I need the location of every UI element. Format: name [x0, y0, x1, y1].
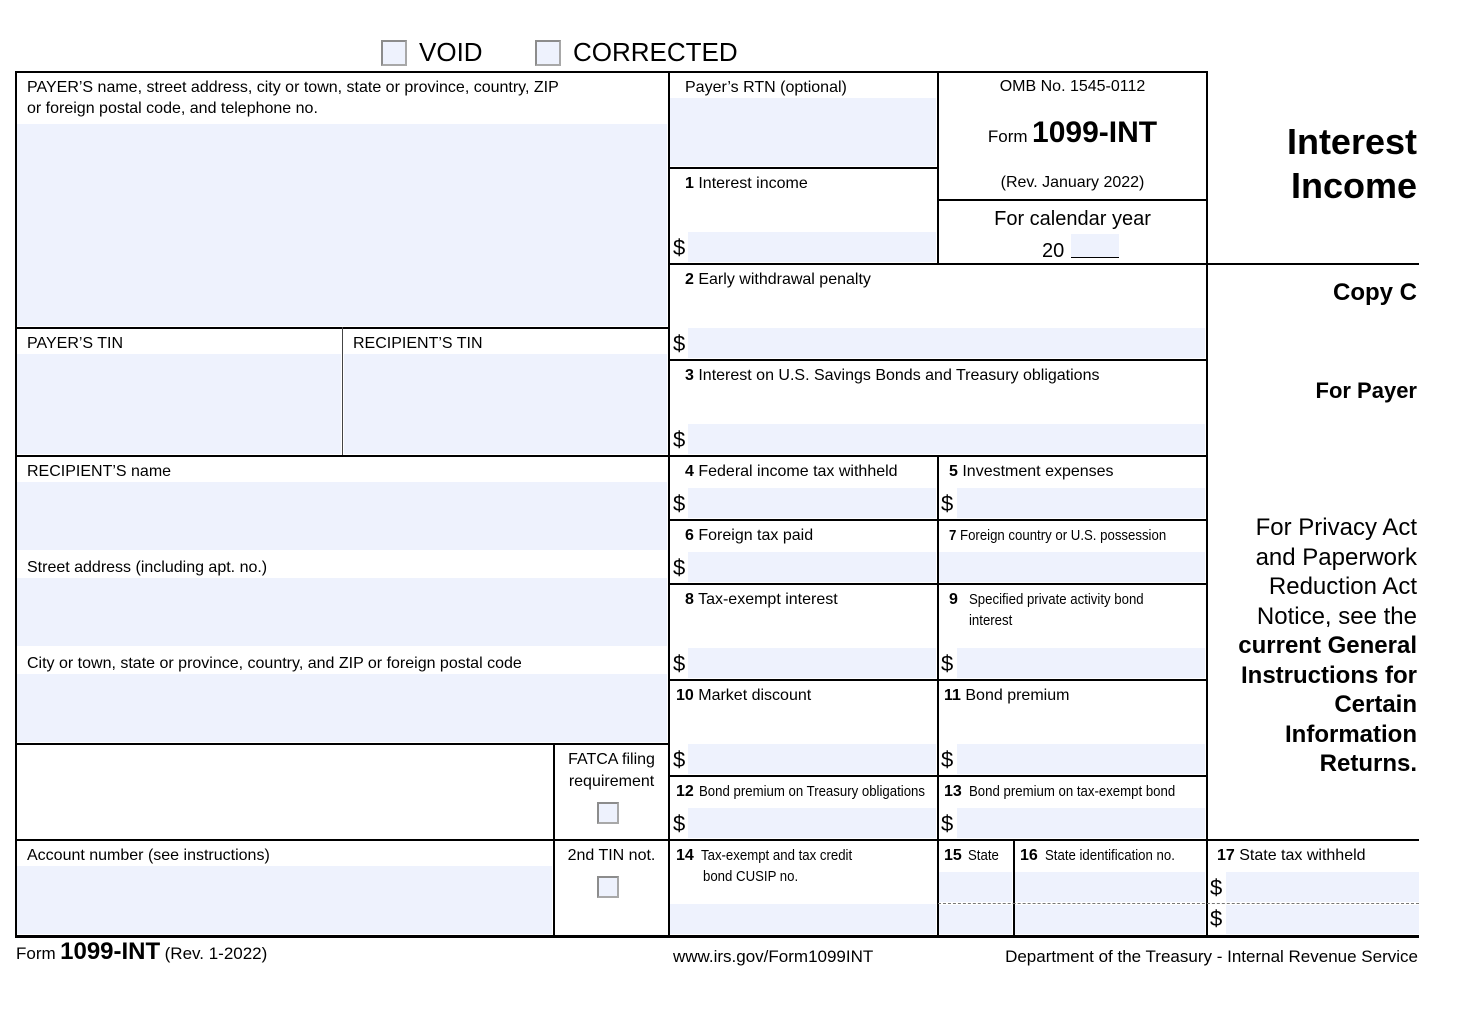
box6-label: 6 Foreign tax paid [685, 527, 814, 544]
box15-number: 15 [944, 847, 962, 864]
box7-foreign-country-field[interactable] [939, 552, 1205, 582]
box16-state-id-field-2[interactable] [1015, 905, 1205, 934]
box11-dollar-sign: $ [941, 747, 954, 772]
fatca-label-line1: FATCA filing [568, 751, 655, 768]
box17-state-tax-field-2[interactable] [1226, 905, 1419, 934]
city-state-zip-label: City or town, state or province, country, and ZIP or foreign postal code [27, 655, 522, 672]
box12-label: Bond premium on Treasury obligations [699, 783, 925, 800]
box10-dollar-sign: $ [673, 747, 686, 772]
payer-rtn-field[interactable] [670, 98, 936, 166]
box3-label: 3 Interest on U.S. Savings Bonds and Treasury obligations [685, 367, 1100, 384]
box5-dollar-sign: $ [941, 491, 954, 516]
city-state-zip-field[interactable] [17, 674, 667, 742]
recipient-name-label: RECIPIENT’S name [27, 463, 172, 480]
footer-agency: Department of the Treasury - Internal Revenue Service [1005, 947, 1418, 966]
box10-market-discount-field[interactable] [688, 744, 936, 774]
second-tin-label: 2nd TIN not. [567, 847, 656, 864]
void-checkbox[interactable] [381, 40, 407, 66]
box17-dollar-sign-2: $ [1210, 906, 1223, 931]
box7-label: 7 Foreign country or U.S. possession [949, 527, 1167, 544]
box9-label-line2: interest [969, 612, 1013, 629]
copy-designation: Copy C [1333, 279, 1417, 306]
payer-tin-field[interactable] [17, 354, 341, 454]
corrected-label: CORRECTED [573, 37, 738, 67]
box3-savings-bonds-field[interactable] [688, 424, 1205, 454]
box14-label-line2: bond CUSIP no. [703, 868, 799, 885]
box2-label: 2 Early withdrawal penalty [685, 271, 871, 288]
copy-recipient: For Payer [1315, 378, 1417, 403]
box6-foreign-tax-field[interactable] [688, 552, 936, 582]
year-prefix: 20 [1042, 240, 1065, 262]
box6-dollar-sign: $ [673, 555, 686, 580]
box13-tax-exempt-bond-premium-field[interactable] [957, 808, 1205, 838]
box12-number: 12 [676, 783, 694, 800]
recipient-tin-field[interactable] [344, 354, 667, 454]
box3-dollar-sign: $ [673, 427, 686, 452]
box8-label: 8 Tax-exempt interest [685, 591, 838, 608]
form-number-heading: Form 1099-INT [987, 116, 1158, 149]
fatca-checkbox[interactable] [597, 802, 619, 824]
recipient-name-field[interactable] [17, 482, 667, 550]
payer-info-label-line1: PAYER’S name, street address, city or town, state or province, country, ZIP [27, 79, 559, 96]
box4-label: 4 Federal income tax withheld [685, 463, 898, 480]
box13-label: Bond premium on tax-exempt bond [969, 783, 1176, 800]
box1-label: 1 Interest income [685, 175, 808, 192]
box11-bond-premium-field[interactable] [957, 744, 1205, 774]
second-tin-checkbox[interactable] [597, 876, 619, 898]
privacy-notice: For Privacy Act and Paperwork Reduction Act Notice, see the current General Instructions for Certain Information Returns. [1238, 514, 1417, 777]
box4-dollar-sign: $ [673, 491, 686, 516]
calendar-year-label: For calendar year [994, 208, 1151, 230]
box12-treasury-bond-premium-field[interactable] [688, 808, 936, 838]
form-revision: (Rev. January 2022) [1000, 174, 1145, 191]
street-address-field[interactable] [17, 578, 667, 646]
box8-dollar-sign: $ [673, 651, 686, 676]
corrected-checkbox[interactable] [535, 40, 561, 66]
box14-cusip-field[interactable] [670, 904, 936, 934]
box14-number: 14 [676, 847, 694, 864]
account-number-field[interactable] [17, 866, 552, 934]
payer-info-field[interactable] [17, 124, 667, 326]
box5-label: 5 Investment expenses [949, 463, 1114, 480]
box17-label: 17 State tax withheld [1217, 847, 1366, 864]
box16-number: 16 [1020, 847, 1038, 864]
box9-private-activity-bond-field[interactable] [957, 648, 1205, 678]
box5-investment-expenses-field[interactable] [957, 488, 1205, 518]
box15-state-field-2[interactable] [939, 905, 1012, 934]
box13-number: 13 [944, 783, 962, 800]
omb-number: OMB No. 1545-0112 [999, 78, 1146, 95]
form-title: Interest Income [1286, 121, 1417, 206]
box8-tax-exempt-interest-field[interactable] [688, 648, 936, 678]
box12-dollar-sign: $ [673, 811, 686, 836]
box13-dollar-sign: $ [941, 811, 954, 836]
box10-label: 10 Market discount [676, 687, 812, 704]
box1-interest-income-field[interactable] [688, 232, 936, 262]
box16-state-id-field-1[interactable] [1015, 872, 1205, 902]
box4-federal-tax-field[interactable] [688, 488, 936, 518]
recipient-tin-label: RECIPIENT’S TIN [353, 335, 483, 352]
footer-url[interactable]: www.irs.gov/Form1099INT [673, 947, 874, 966]
box9-number: 9 [949, 591, 958, 608]
box15-state-field-1[interactable] [939, 872, 1012, 902]
payer-tin-label: PAYER’S TIN [27, 335, 124, 352]
box2-early-withdrawal-field[interactable] [688, 328, 1205, 358]
street-address-label: Street address (including apt. no.) [27, 559, 268, 576]
box1-dollar-sign: $ [673, 235, 686, 260]
box11-label: 11 Bond premium [944, 687, 1070, 704]
box2-dollar-sign: $ [673, 331, 686, 356]
void-label: VOID [419, 37, 483, 67]
footer-form-id: Form 1099-INT (Rev. 1-2022) [16, 938, 268, 965]
account-number-label: Account number (see instructions) [27, 847, 270, 864]
box17-state-tax-field-1[interactable] [1226, 872, 1419, 902]
fatca-label-line2: requirement [568, 773, 655, 790]
box16-label: State identification no. [1045, 847, 1175, 864]
box15-label: State [968, 847, 999, 864]
box17-dollar-sign-1: $ [1210, 875, 1223, 900]
box14-label-line1: Tax-exempt and tax credit [701, 847, 853, 864]
payer-rtn-label: Payer’s RTN (optional) [685, 79, 847, 96]
calendar-year-field[interactable] [1071, 234, 1119, 258]
box9-label-line1: Specified private activity bond [969, 591, 1144, 608]
box9-dollar-sign: $ [941, 651, 954, 676]
payer-info-label-line2: or foreign postal code, and telephone no. [27, 100, 318, 117]
